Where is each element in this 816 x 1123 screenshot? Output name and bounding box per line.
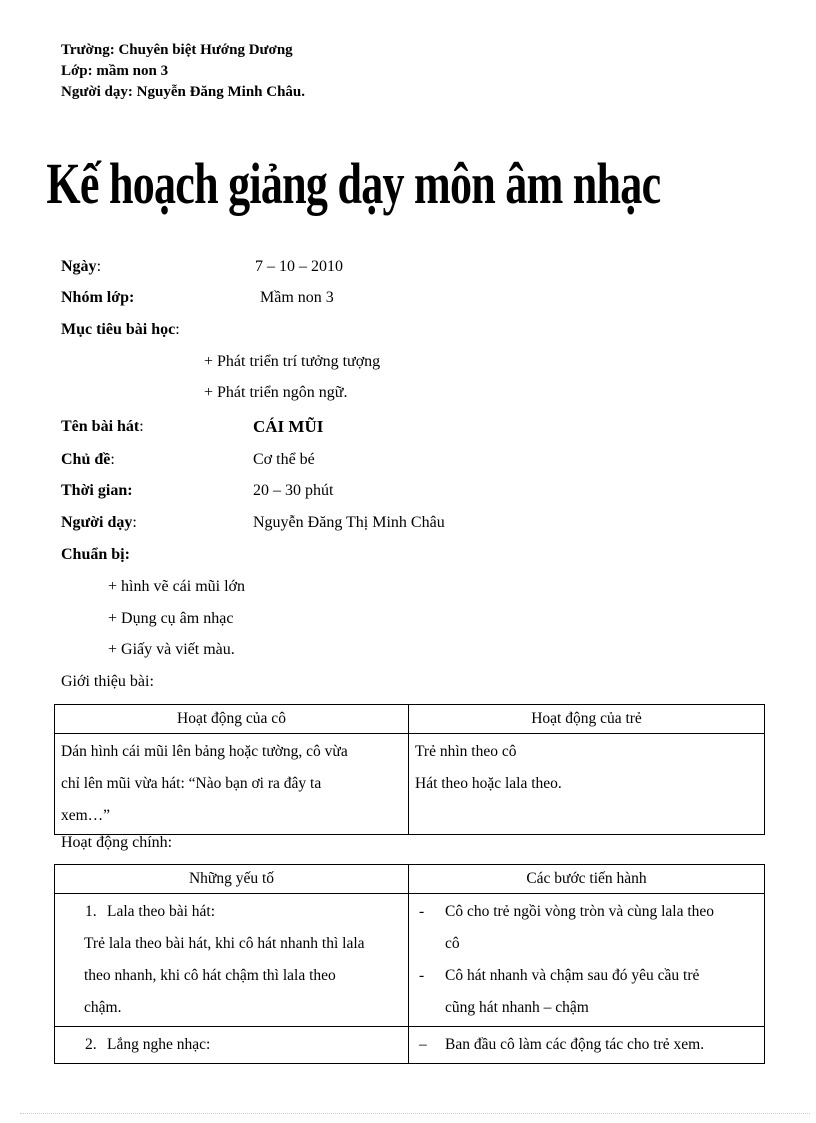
steps-cell [409,1027,765,1064]
list-item [415,1029,758,1061]
table-header-row [55,865,765,894]
table-header-cell: Các bước tiến hành [409,865,765,894]
page-divider [20,1113,810,1114]
group-value: Mầm non 3 [260,289,334,306]
cell-line: Trẻ lala theo bài hát, khi cô hát nhanh thì lala [84,935,365,952]
element-cell [55,1027,409,1064]
song-value: CÁI MŨI [253,417,324,436]
date-label: Ngày: [61,258,102,275]
child-activity-cell [409,734,765,835]
cell-line: chỉ lên mũi vừa hát: “Nào bạn ơi ra đây ta [61,775,322,792]
table-header-cell: Những yếu tố [55,865,409,894]
bullet-dash: - [419,903,425,920]
document-header [61,40,305,103]
prep-label: Chuẩn bị: [61,546,130,563]
objective-item: + Phát triển ngôn ngữ. [204,384,348,401]
cell-line: Dán hình cái mũi lên bảng hoặc tường, cô vừa [61,743,348,760]
cell-line: Cô cho trẻ ngồi vòng tròn và cùng lala theo [445,903,715,920]
list-item [85,896,402,928]
school-name: Trường: Chuyên biệt Hướng Dương [61,42,293,58]
cell-line: cũng hát nhanh – chậm [445,999,589,1016]
time-label: Thời gian: [61,482,133,499]
table-row [55,894,765,1027]
element-cell [55,894,409,1027]
cell-line: Trẻ nhìn theo cô [415,743,517,760]
steps-cell [409,894,765,1027]
class-name: Lớp: mầm non 3 [61,63,169,79]
teacher-value: Nguyễn Đăng Thị Minh Châu [253,514,445,531]
cell-line: cô [445,935,460,952]
table-row [55,1027,765,1064]
list-item [85,1029,402,1061]
page-title: Kế hoạch giảng dạy môn âm nhạc [46,151,661,216]
teacher-label: Người dạy: [61,514,137,531]
prep-item: + Dụng cụ âm nhạc [108,610,234,627]
song-label: Tên bài hát: [61,418,144,435]
bullet-dash: – [419,1036,427,1053]
main-table [54,864,765,1064]
objective-label: Mục tiêu bài học: [61,321,180,338]
cell-line: theo nhanh, khi cô hát chậm thì lala theo [84,967,336,984]
topic-label: Chủ đề: [61,451,115,468]
cell-line: Cô hát nhanh và chậm sau đó yêu cầu trẻ [445,967,700,984]
teacher-activity-cell [55,734,409,835]
list-item [415,896,758,928]
cell-line: Hát theo hoặc lala theo. [415,775,562,792]
cell-line: xem…” [61,807,111,824]
cell-line: Ban đầu cô làm các động tác cho trẻ xem. [445,1036,705,1053]
item-title: Lala theo bài hát: [107,903,216,920]
time-value: 20 – 30 phút [253,482,334,499]
item-title: Lắng nghe nhạc: [107,1036,211,1053]
table-header-row [55,705,765,734]
bullet-dash: - [419,967,425,984]
list-item [415,960,758,992]
table-row [55,734,765,835]
objective-item: + Phát triển trí tưởng tượng [204,353,381,370]
table-header-cell: Hoạt động của trẻ [409,705,765,734]
item-number: 1. [85,903,97,920]
intro-table [54,704,765,835]
group-label: Nhóm lớp: [61,289,135,306]
table-header-cell: Hoạt động của cô [55,705,409,734]
main-label: Hoạt động chính: [61,834,173,851]
cell-line: chậm. [84,999,122,1016]
intro-label: Giới thiệu bài: [61,673,154,690]
item-number: 2. [85,1036,97,1053]
topic-value: Cơ thể bé [253,451,315,468]
date-value: 7 – 10 – 2010 [255,258,343,275]
prep-item: + hình vẽ cái mũi lớn [108,578,246,595]
teacher-name: Người dạy: Nguyễn Đăng Minh Châu. [61,84,306,100]
prep-item: + Giấy và viết màu. [108,641,235,658]
